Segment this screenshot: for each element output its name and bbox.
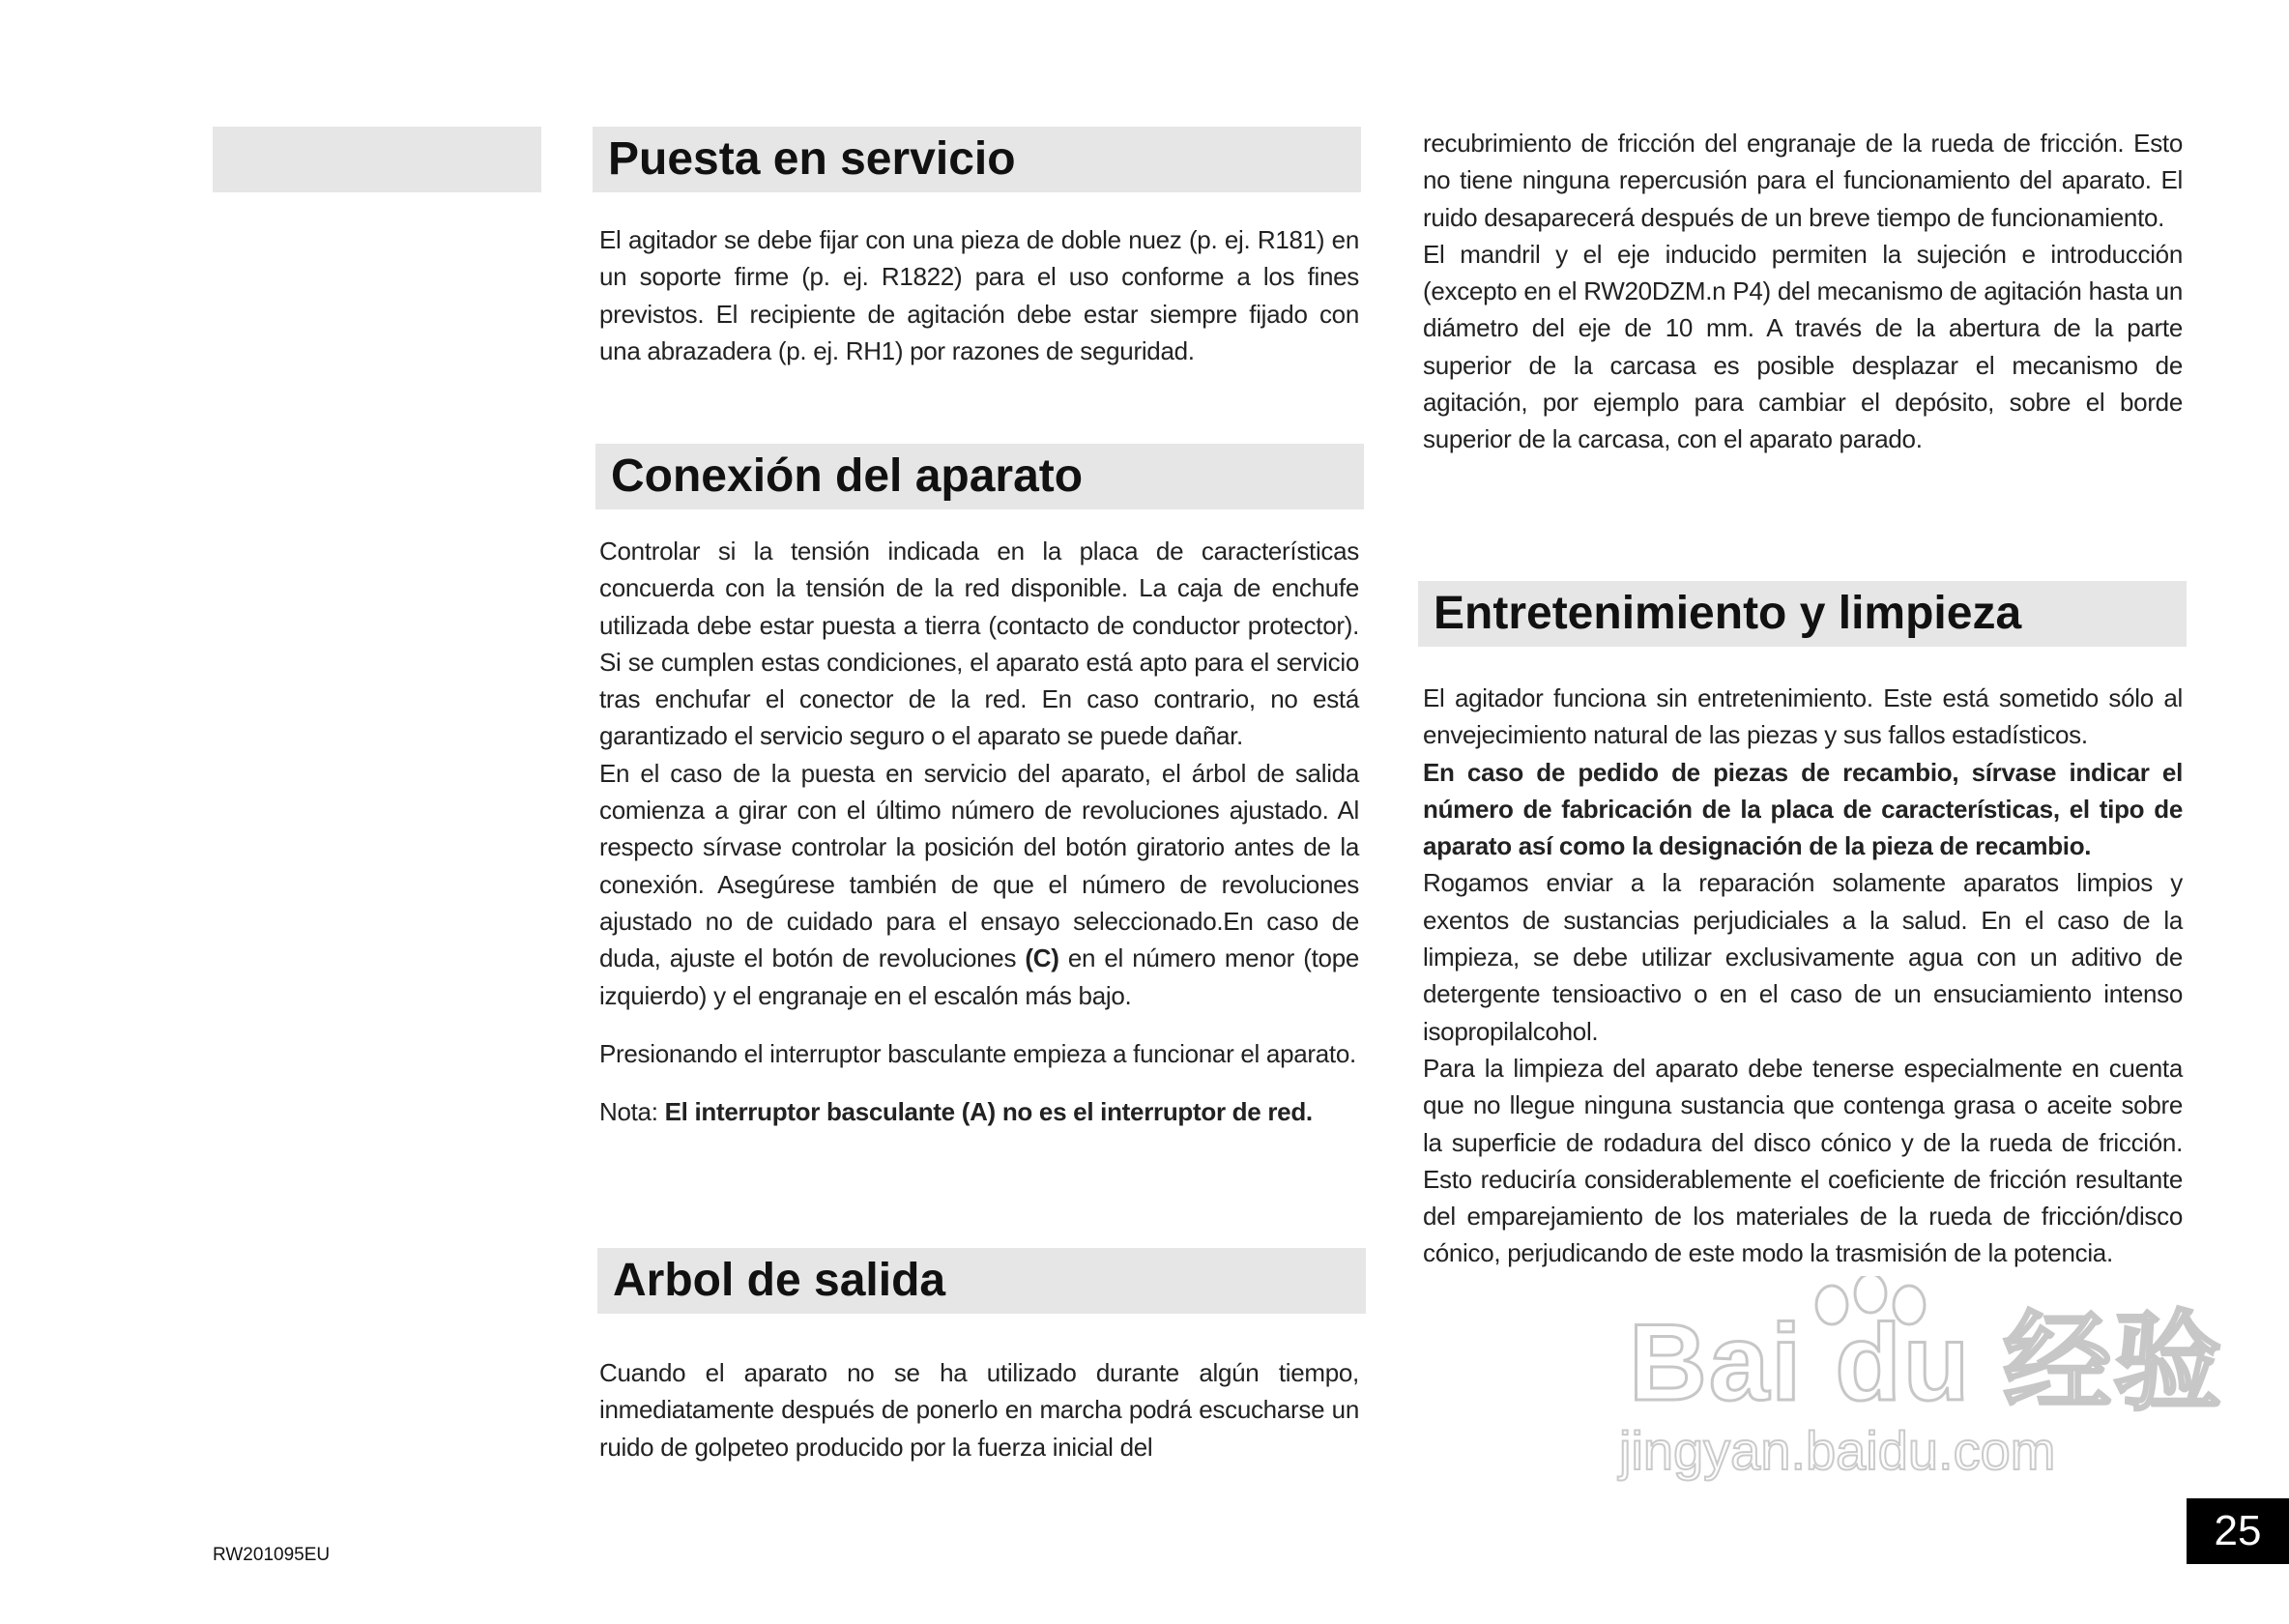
- baidu-watermark: [1600, 1276, 2224, 1527]
- section-heading-entretenimiento: Entretenimiento y limpieza: [1418, 581, 2187, 647]
- page-number: 25: [2187, 1498, 2289, 1564]
- paragraph: Controlar si la tensión indicada en la placa de características concuerda con la tensión de la red disponible. La caja de enchufe utilizada debe estar puesta a tierra (contacto de conductor protector). Si se cumplen estas condiciones, el aparato está apto para el servicio tras enchufar el conector de la red. En caso contrario, no está garantizado el servicio seguro o el aparato se puede dañar.: [599, 536, 1359, 751]
- note-text: El interruptor basculante (A) no es el interruptor de red.: [664, 1097, 1313, 1127]
- text-run: en el número menor (tope izquierdo) y el engranaje en el escalón más bajo.: [599, 943, 1360, 1010]
- section-body-entretenimiento: [1423, 680, 2183, 1272]
- text-run: En el caso de la puesta en servicio del aparato, el árbol de salida comienza a girar con el último número de revoluciones ajustado. Al respecto sírvase controlar la posición del botón giratorio antes de la conexión. Asegúrese también de que el número de revoluciones ajustado no de cuidado para el ensayo seleccionado.En caso de duda, ajuste el botón de revoluciones: [599, 758, 1359, 973]
- section-heading-puesta-en-servicio: Puesta en servicio: [593, 127, 1361, 192]
- paragraph: Rogamos enviar a la reparación solamente aparatos limpios y exentos de sustancias perjudiciales a la salud. En el caso de la limpieza, se debe utilizar exclusivamente agua con un aditivo de detergente tensioactivo o en el caso de un ensuciamiento intenso isopropilalcohol.: [1423, 868, 2183, 1046]
- paragraph: El agitador funciona sin entretenimiento. Este está sometido sólo al envejecimiento natural de las piezas y sus fallos estadísticos.: [1423, 683, 2183, 750]
- label-c: (C): [1025, 943, 1059, 973]
- paragraph: Presionando el interruptor basculante empieza a funcionar el aparato.: [599, 1038, 1356, 1068]
- paragraph: Cuando el aparato no se ha utilizado durante algún tiempo, inmediatamente después de ponerlo en marcha podrá escucharse un ruido de golpeteo producido por la fuerza inicial del: [599, 1358, 1359, 1462]
- paragraph-spare-parts: En caso de pedido de piezas de recambio, sírvase indicar el número de fabricación de la placa de características, el tipo de aparato así como la designación de la pieza de recambio.: [1423, 757, 2183, 861]
- section-body-arbol-de-salida: [599, 1354, 1359, 1465]
- margin-bar: [213, 127, 541, 192]
- section-heading-conexion: Conexión del aparato: [595, 444, 1364, 509]
- paragraph: recubrimiento de fricción del engranaje de la rueda de fricción. Esto no tiene ninguna repercusión para el funcionamiento del aparato. El ruido desaparecerá después de un breve tiempo de funcionamiento.: [1423, 129, 2183, 232]
- watermark-main-text: Bai du 经验: [1629, 1302, 2224, 1423]
- section-body-conexion: [599, 533, 1359, 1130]
- note-label: Nota:: [599, 1097, 665, 1127]
- section-heading-arbol-de-salida: Arbol de salida: [597, 1248, 1366, 1314]
- watermark-url-text: jingyan.baidu.com: [1619, 1420, 2056, 1481]
- paragraph: El mandril y el eje inducido permiten la sujeción e introducción (excepto en el RW20DZM.n P4) del mecanismo de agitación hasta un diámetro del eje de 10 mm. A través de la abertura de la parte superior de la carcasa es posible desplazar el mecanismo de agitación, por ejemplo para cambiar el depósito, sobre el borde superior de la carcasa, con el aparato parado.: [1423, 239, 2183, 454]
- section-body-continuation: [1423, 125, 2183, 458]
- section-body-puesta-en-servicio: [599, 221, 1359, 369]
- paragraph: [599, 755, 1359, 1014]
- document-code: RW201095EU: [213, 1545, 331, 1565]
- paragraph: El agitador se debe fijar con una pieza de doble nuez (p. ej. R181) en un soporte firme (p. ej. R1822) para el uso conforme a los fines previstos. El recipiente de agitación debe estar siempre fijado con una abrazadera (p. ej. RH1) por razones de seguridad.: [599, 225, 1359, 365]
- note: [599, 1093, 1359, 1130]
- paragraph: Para la limpieza del aparato debe tenerse especialmente en cuenta que no llegue ninguna sustancia que contenga grasa o aceite sobre la superficie de rodadura del disco cónico y de la rueda de fricción. Esto reduciría considerablemente el coeficiente de fricción resultante del emparejamiento de los materiales de la rueda de fricción/disco cónico, perjudicando de este modo la trasmisión de la potencia.: [1423, 1053, 2183, 1268]
